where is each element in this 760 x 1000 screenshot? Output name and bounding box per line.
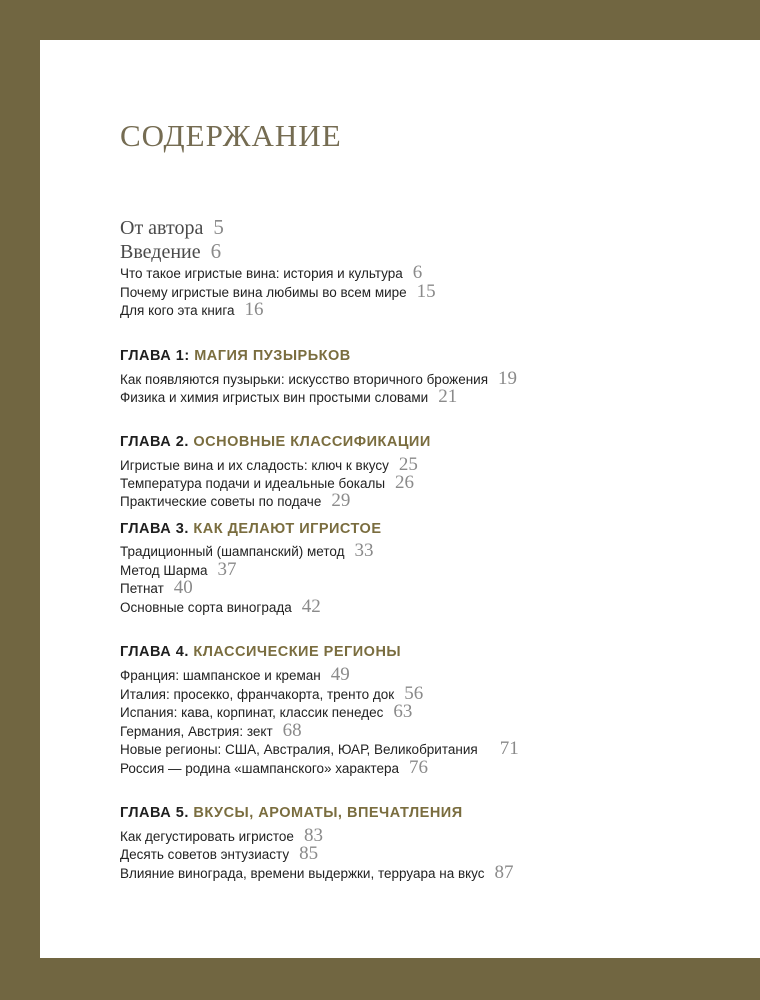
toc-entry-label: Десять советов энтузиасту [120,847,290,862]
toc-entry[interactable] [120,490,350,512]
toc-entry-label: Температура подачи и идеальные бокалы [120,476,386,491]
toc-page-number: 87 [494,862,514,883]
toc-entry-label: Почему игристые вина любимы во всем мире [120,285,407,300]
toc-page-number: 83 [303,825,323,846]
toc-page-number: 76 [408,757,428,778]
toc-page-number: 42 [301,596,321,617]
toc-page-number: 6 [210,239,222,263]
toc-entry-label: Метод Шарма [120,563,208,578]
toc-page-number: 37 [217,559,237,580]
toc-entry-label: Как дегустировать игристое [120,829,294,844]
page-title: СОДЕРЖАНИЕ [120,118,342,153]
toc-page-number: 33 [354,540,374,561]
toc-page-number: 40 [173,577,193,598]
toc-entry-label: Игристые вина и их сладость: ключ к вкусу [120,458,389,473]
toc-page-number: 71 [499,738,519,759]
toc-entry-label: Как появляются пузырьки: искусство вторичного брожения [120,372,489,387]
toc-entry-label: Для кого эта книга [120,303,235,318]
toc-entry-label: Введение [120,241,201,263]
toc-page-number: 85 [299,843,319,864]
toc-page-number: 63 [393,701,413,722]
toc-entry-label: Новые регионы: США, Австралия, ЮАР, Великобритания [120,742,478,757]
toc-entry[interactable] [120,757,428,779]
toc-entry-label: Физика и химия игристых вин простыми словами [120,390,429,405]
toc-page-number: 26 [395,472,415,493]
chapter-title: КАК ДЕЛАЮТ ИГРИСТОЕ [193,521,382,537]
toc-entry[interactable] [120,386,457,408]
toc-entry-label: Франция: шампанское и креман [120,668,321,683]
toc-page-number: 68 [282,720,302,741]
toc-entry-label: Влияние винограда, времени выдержки, терруара на вкус [120,866,485,881]
chapter-heading-1[interactable] [120,348,351,364]
toc-page-number: 56 [404,683,424,704]
toc-entry-label: Что такое игристые вина: история и культура [120,266,403,281]
chapter-title: КЛАССИЧЕСКИЕ РЕГИОНЫ [193,644,402,660]
toc-page-number: 29 [331,490,351,511]
toc-entry-label: Основные сорта винограда [120,600,292,615]
chapter-heading-3[interactable] [120,521,382,537]
toc-page-number: 25 [398,454,418,475]
toc-entry-introduction[interactable] [120,239,221,264]
toc-entry[interactable] [120,862,514,884]
toc-entry-label: Италия: просекко, франчакорта, тренто док [120,687,395,702]
toc-page [40,40,760,958]
chapter-number: ГЛАВА 3. [120,521,194,537]
toc-page-number: 6 [412,262,423,283]
toc-entry-label: Германия, Австрия: зект [120,724,273,739]
toc-entry-label: Россия — родина «шампанского» характера [120,761,399,776]
chapter-number: ГЛАВА 5. [120,805,194,821]
toc-entry-label: Петнат [120,581,164,596]
toc-page-number: 49 [330,664,350,685]
chapter-heading-2[interactable] [120,434,431,450]
toc-entry[interactable] [120,596,321,618]
toc-entry-label: Испания: кава, корпинат, классик пенедес [120,705,384,720]
chapter-title: ОСНОВНЫЕ КЛАССИФИКАЦИИ [193,434,431,450]
chapter-heading-4[interactable] [120,644,401,660]
toc-page-number: 15 [416,281,436,302]
chapter-number: ГЛАВА 4. [120,644,194,660]
chapter-number: ГЛАВА 2. [120,434,194,450]
chapter-number: ГЛАВА 1: [120,348,195,364]
chapter-title: МАГИЯ ПУЗЫРЬКОВ [194,348,351,364]
toc-page-number: 5 [213,215,224,239]
toc-entry-author[interactable] [120,215,224,240]
toc-page-number: 21 [438,386,458,407]
toc-entry-label: От автора [120,217,204,239]
toc-entry[interactable] [120,299,263,321]
toc-entry-label: Традиционный (шампанский) метод [120,544,345,559]
chapter-heading-5[interactable] [120,805,463,821]
toc-page-number: 16 [244,299,264,320]
toc-entry-label: Практические советы по подаче [120,494,322,509]
toc-page-number: 19 [498,368,518,389]
chapter-title: ВКУСЫ, АРОМАТЫ, ВПЕЧАТЛЕНИЯ [193,805,463,821]
